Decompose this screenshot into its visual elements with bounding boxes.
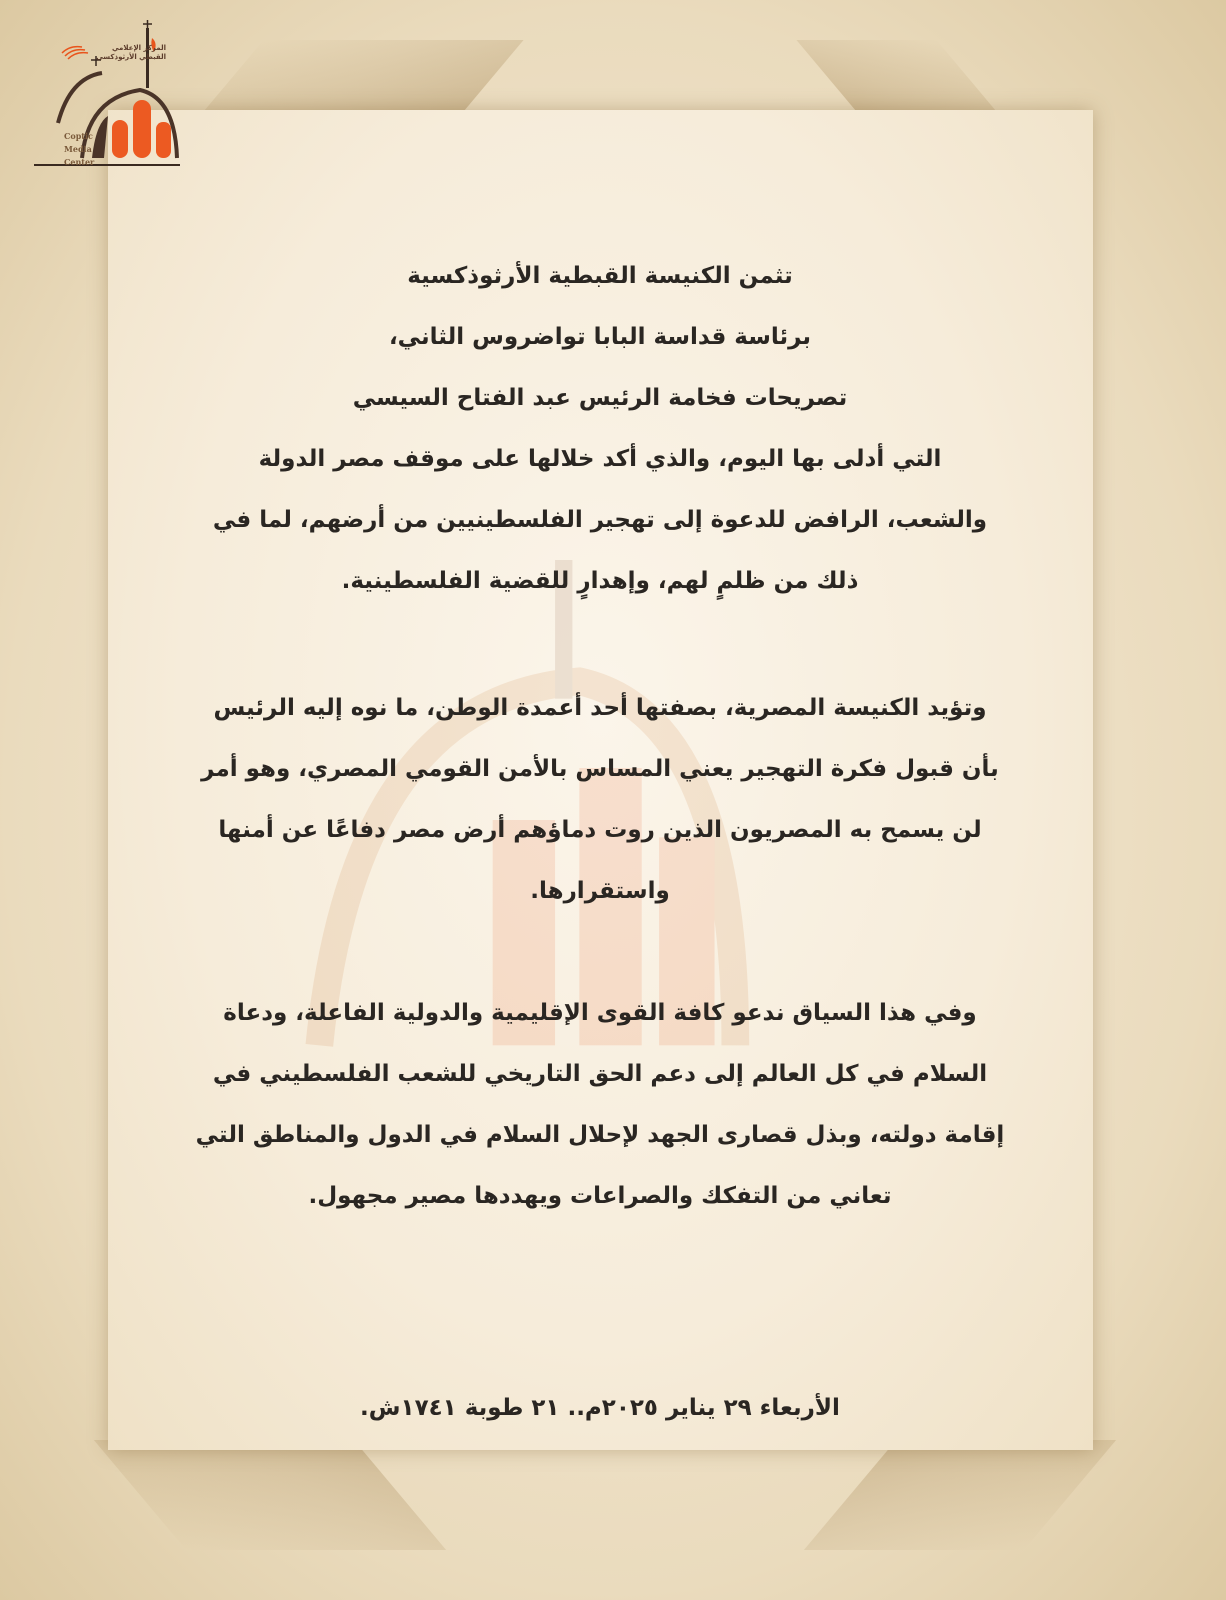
- text-line: وتؤيد الكنيسة المصرية، بصفتها أحد أعمدة الوطن، ما نوه إليه الرئيس: [213, 695, 987, 721]
- text-line: ذلك من ظلمٍ لهم، وإهدارٍ للقضية الفلسطينية.: [341, 568, 859, 594]
- text-line: تعاني من التفكك والصراعات ويهددها مصير مجهول.: [308, 1183, 892, 1209]
- logo-english-name: [64, 130, 94, 169]
- text-line: تصريحات فخامة الرئيس عبد الفتاح السيسي: [352, 385, 848, 411]
- coptic-media-center-logo: [30, 18, 180, 168]
- paragraph-2: [150, 678, 1050, 922]
- corner-fold-top-left: [196, 40, 523, 120]
- corner-fold-bottom-left: [94, 1440, 446, 1550]
- text-line: إقامة دولته، وبذل قصارى الجهد لإحلال السلام في الدول والمناطق التي: [195, 1122, 1005, 1148]
- corner-fold-bottom-right: [804, 1440, 1116, 1550]
- church-dome-icon: [30, 18, 180, 168]
- text-line: التي أدلى بها اليوم، والذي أكد خلالها على موقف مصر الدولة: [258, 446, 942, 472]
- text-line: والشعب، الرافض للدعوة إلى تهجير الفلسطينيين من أرضهم، لما في: [212, 507, 988, 533]
- paragraph-1: [150, 246, 1050, 612]
- text-line: واستقرارها.: [530, 878, 670, 904]
- logo-line: Coptic: [64, 131, 93, 141]
- logo-line: Center: [64, 157, 95, 167]
- text-line: برئاسة قداسة البابا تواضروس الثاني،: [388, 324, 812, 350]
- text-line: وفي هذا السياق ندعو كافة القوى الإقليمية والدولية الفاعلة، ودعاة: [223, 1000, 977, 1026]
- text-line: السلام في كل العالم إلى دعم الحق التاريخي للشعب الفلسطيني في: [212, 1061, 988, 1087]
- text-line: لن يسمح به المصريون الذين روت دماؤهم أرض مصر دفاعًا عن أمنها: [218, 817, 982, 843]
- text-line: بأن قبول فكرة التهجير يعني المساس بالأمن القومي المصري، وهو أمر: [201, 756, 999, 782]
- paragraph-3: [150, 983, 1050, 1227]
- text-line: تثمن الكنيسة القبطية الأرثوذكسية: [407, 263, 793, 289]
- statement-date: الأربعاء ٢٩ يناير ٢٠٢٥م.. ٢١ طوبة ١٧٤١ش.: [360, 1395, 840, 1421]
- logo-line: Media: [64, 144, 92, 154]
- logo-arabic-name: المركز الإعلامي القبطي الأرثوذكسي: [96, 44, 166, 61]
- corner-fold-top-right: [796, 40, 1003, 120]
